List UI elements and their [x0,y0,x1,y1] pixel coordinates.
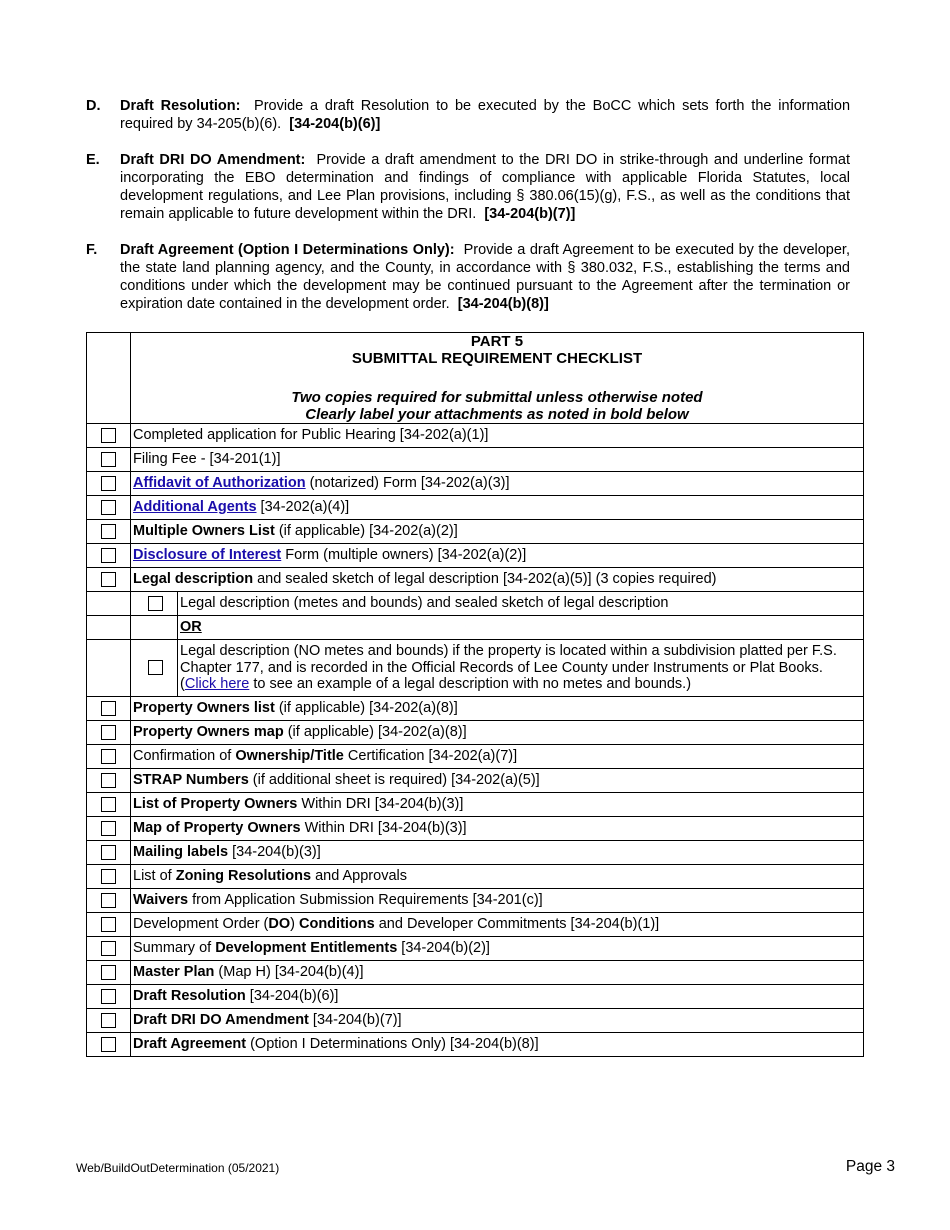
item-label: (if applicable) [34-202(a)(2)] [274,523,458,539]
checklist-row [87,745,864,769]
footer-form-id: Web/BuildOutDetermination (05/2021) [76,1161,280,1175]
section-d [86,97,850,133]
sub-item [131,616,864,640]
item-label: [34-204(b)(2)] [397,940,490,956]
checkbox[interactable] [101,749,116,764]
item-label: Legal description (NO metes and bounds) if the property is located within a subdivision platted per F.S. Chapter 177, and is recorded in the Official Records of Lee County under Instruments or Plat Books. ( [180,643,837,693]
checklist-row [87,472,864,496]
item-text [131,793,864,817]
checklist-row [87,1009,864,1033]
click-here-link[interactable]: Click here [184,676,250,693]
section-body [120,241,850,313]
item-label: to see an example of a legal description with no metes and bounds.) [249,676,692,693]
item-text [131,865,864,889]
item-label-bold: List of Property Owners [133,796,298,812]
checkbox[interactable] [101,797,116,812]
checklist-row [87,961,864,985]
item-label: List of [133,868,176,884]
item-label: and sealed sketch of legal description [34-202(a)(5)] (3 copies required) [253,571,717,587]
checklist-row [87,841,864,865]
sub-item [131,592,864,616]
checklist-row [87,769,864,793]
item-label: Development Order ( [133,916,269,932]
item-text [131,721,864,745]
checklist-row [87,544,864,568]
checklist-row [87,424,864,448]
item-text [131,913,864,937]
section-body [120,151,850,223]
item-text [131,544,864,568]
item-text [131,961,864,985]
item-label-bold: Waivers [133,892,189,908]
item-label-bold: Zoning Resolutions [175,868,312,884]
section-title: Draft Agreement (Option I Determinations Only): [120,242,455,258]
checklist-subrow [87,616,864,640]
checklist-subrow [87,592,864,616]
checkbox[interactable] [101,989,116,1004]
checklist-subrow [87,640,864,697]
sub-item [131,640,864,697]
checkbox[interactable] [101,725,116,740]
item-label: from Application Submission Requirements [34-201(c)] [188,892,543,908]
section-text: Provide a draft Resolution to be executed by the BoCC which sets forth the information required by 34-205(b)(6). [120,98,851,132]
section-body [120,97,850,133]
checklist-row [87,937,864,961]
item-text [131,817,864,841]
item-label-bold: Master Plan [133,964,215,980]
checklist-row [87,721,864,745]
checkbox[interactable] [101,1013,116,1028]
section-f [86,241,850,313]
item-label: Filing Fee - [34-201(1)] [133,451,281,467]
item-label-bold: Property Owners map [133,724,284,740]
checkbox[interactable] [101,869,116,884]
checkbox[interactable] [101,524,116,539]
additional-agents-link[interactable]: Additional Agents [133,499,257,515]
item-label-bold: Map of Property Owners [133,820,301,836]
item-text [131,745,864,769]
or-label: OR [180,619,202,635]
checklist-header [131,333,864,424]
section-letter: D. [86,98,101,114]
item-label-bold: Legal description [133,571,254,587]
section-title: Draft DRI DO Amendment: [120,152,306,168]
item-label: [34-204(b)(3)] [228,844,321,860]
checklist-row [87,817,864,841]
item-label: [34-204(b)(7)] [308,1012,402,1028]
submittal-checklist-table [86,332,864,1057]
checklist-heading: SUBMITTAL REQUIREMENT CHECKLIST [351,350,643,367]
checklist-row [87,985,864,1009]
affidavit-link[interactable]: Affidavit of Authorization [133,475,306,491]
item-label: Within DRI [34-204(b)(3)] [297,796,464,812]
checkbox[interactable] [101,893,116,908]
checkbox[interactable] [101,773,116,788]
item-label: and Developer Commitments [34-204(b)(1)] [374,916,660,932]
checklist-row [87,697,864,721]
checkbox[interactable] [101,821,116,836]
item-text [131,985,864,1009]
item-label-bold: DO [268,916,291,932]
checklist-row [87,1033,864,1057]
checkbox[interactable] [148,596,163,611]
section-e [86,151,850,223]
item-text [131,937,864,961]
item-text [131,1033,864,1057]
item-label: Certification [34-202(a)(7)] [343,748,518,764]
section-ref: [34-204(b)(6)] [289,116,381,132]
item-label-bold: STRAP Numbers [133,772,249,788]
item-label: Summary of [133,940,216,956]
item-label: (if additional sheet is required) [34-202(a)(5)] [248,772,540,788]
checkbox[interactable] [101,500,116,515]
requirement-sections [86,97,850,331]
checklist-row [87,520,864,544]
item-label: (Map H) [34-204(b)(4)] [214,964,364,980]
section-ref: [34-204(b)(8)] [457,296,549,312]
item-label: [34-204(b)(6)] [245,988,339,1004]
checkbox[interactable] [101,1037,116,1052]
item-label-bold: Draft Agreement [133,1036,247,1052]
item-text [131,1009,864,1033]
checkbox[interactable] [101,845,116,860]
checkbox[interactable] [101,428,116,443]
checklist-header-row [87,333,864,424]
item-label: and Approvals [311,868,407,884]
item-label: Completed application for Public Hearing [34-202(a)(1)] [133,427,489,443]
checklist-row [87,568,864,592]
checklist-note-label: Clearly label your attachments as noted in bold below [305,406,689,423]
item-text [131,424,864,448]
checkbox[interactable] [101,965,116,980]
checkbox[interactable] [101,548,116,563]
item-text [131,889,864,913]
item-label-bold: Property Owners list [133,700,275,716]
item-label: [34-202(a)(4)] [256,499,350,515]
item-label-bold: Mailing labels [133,844,229,860]
item-label: Legal description (metes and bounds) and sealed sketch of legal description [180,595,669,611]
item-text [131,496,864,520]
item-text [131,568,864,592]
checklist-row [87,448,864,472]
section-text: Provide a draft Agreement to be executed by the developer, the state land planning agency, and the County, in accordance with § 380.032, F.S., establishing the terms and conditions under which the development may be continued pursuant to the Agreement after the termination or expiration date contained in the development order. [120,242,850,312]
item-text [131,472,864,496]
item-label: ) [290,916,299,932]
checklist-row [87,889,864,913]
item-label: Confirmation of [133,748,236,764]
item-text [131,841,864,865]
page-number: Page 3 [845,1158,895,1175]
item-label: Form (multiple owners) [34-202(a)(2)] [281,547,527,563]
checkbox[interactable] [101,572,116,587]
item-text [131,769,864,793]
checkbox[interactable] [101,941,116,956]
item-label-bold: Multiple Owners List [133,523,275,539]
checkbox[interactable] [101,917,116,932]
checkbox[interactable] [101,452,116,467]
item-label: (if applicable) [34-202(a)(8)] [274,700,458,716]
item-text [131,448,864,472]
item-label-bold: Ownership/Title [235,748,344,764]
item-label-bold: Draft DRI DO Amendment [133,1012,309,1028]
part-title: PART 5 [470,333,524,350]
checkbox[interactable] [101,701,116,716]
item-label: Within DRI [34-204(b)(3)] [300,820,467,836]
item-label: (notarized) Form [34-202(a)(3)] [305,475,510,491]
checkbox[interactable] [101,476,116,491]
item-label: (if applicable) [34-202(a)(8)] [283,724,467,740]
section-letter: E. [86,152,100,168]
section-text: Provide a draft amendment to the DRI DO in strike-through and underline format incorporating the EBO determination and findings of compliance with applicable Florida Statutes, local development regulations, and Lee Plan provisions, including § 380.06(15)(g), F.S., as well as the conditions that remain applicable to future development within the DRI. [120,152,850,222]
checklist-row [87,865,864,889]
checklist-note-copies: Two copies required for submittal unless otherwise noted [291,389,703,406]
section-title: Draft Resolution: [120,98,241,114]
checklist-row [87,496,864,520]
checklist-row [87,913,864,937]
checkbox[interactable] [148,660,163,675]
item-text [131,520,864,544]
item-label-bold: Development Entitlements [215,940,398,956]
item-label-bold: Draft Resolution [133,988,246,1004]
header-empty-cell [87,333,131,424]
item-text [131,697,864,721]
checklist-row [87,793,864,817]
section-letter: F. [86,242,98,258]
item-label: (Option I Determinations Only) [34-204(b)(8)] [246,1036,539,1052]
section-ref: [34-204(b)(7)] [484,206,576,222]
item-label-bold: Conditions [299,916,375,932]
disclosure-of-interest-link[interactable]: Disclosure of Interest [133,547,282,563]
